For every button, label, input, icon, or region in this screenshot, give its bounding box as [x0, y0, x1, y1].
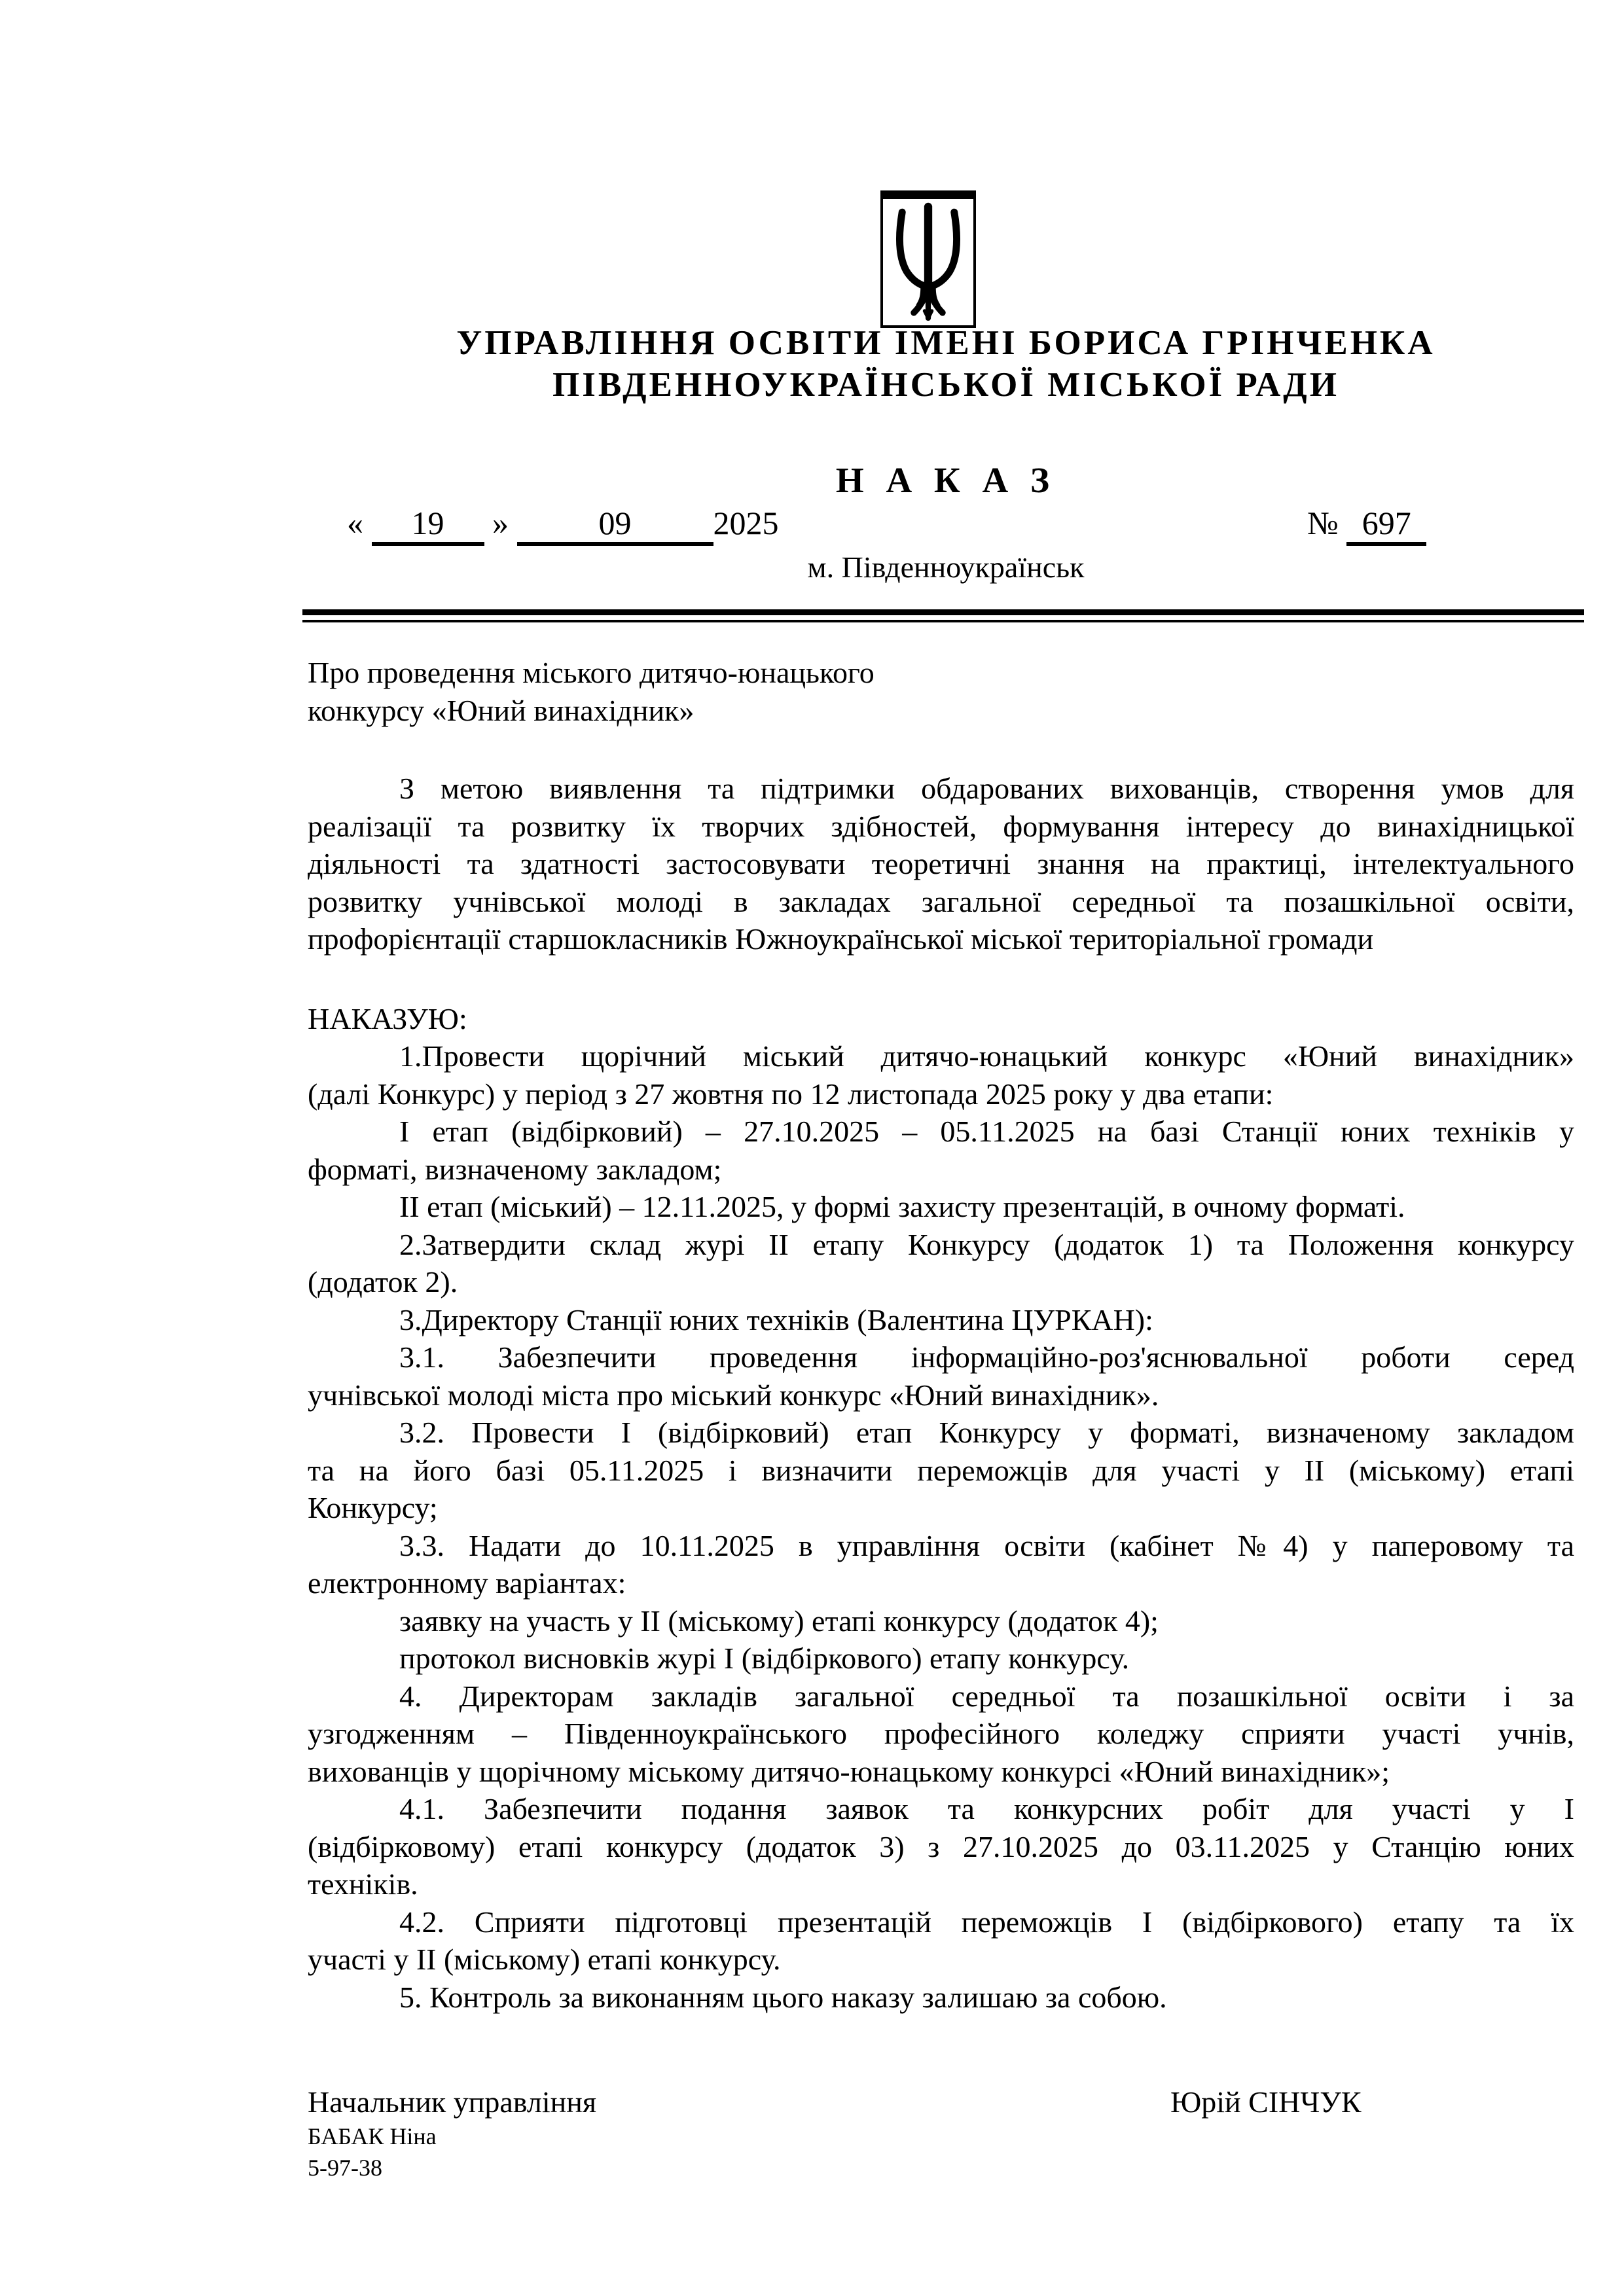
order-place: м. Південноукраїнськ: [807, 550, 1085, 584]
body-line: 3.1. Забезпечити проведення інформаційно-роз'яснювальної роботи серед: [399, 1340, 1574, 1374]
body-line: З метою виявлення та підтримки обдарованих вихованців, створення умов для: [399, 772, 1574, 805]
subject-line1: Про проведення міського дитячо-юнацького: [308, 656, 875, 689]
quote-close: »: [492, 505, 509, 541]
body-line: Конкурсу;: [308, 1491, 438, 1524]
body-line: розвитку учнівської молоді в закладах загальної середньої та позашкільної освіти,: [308, 884, 1574, 918]
body-line: заявку на участь у ІІ (міському) етапі конкурсу (додаток 4);: [399, 1604, 1159, 1638]
signature-row: [308, 2085, 1574, 2119]
body-line: техніків.: [308, 1867, 418, 1901]
signature-position: Начальник управління: [308, 2085, 597, 2119]
body-line: протокол висновків журі І (відбіркового) етапу конкурсу.: [399, 1641, 1130, 1675]
body-line: та на його базі 05.11.2025 і визначити переможців для участі у ІІ (міському) етапі: [308, 1453, 1574, 1487]
trident-icon: [883, 200, 973, 325]
date-month: 09: [517, 504, 713, 546]
emblem-top-bar: [880, 190, 976, 199]
body-line: форматі, визначеному закладом;: [308, 1152, 722, 1186]
body-line: (далі Конкурс) у період з 27 жовтня по 12 листопада 2025 року у два етапи:: [308, 1077, 1274, 1111]
executor-name: БАБАК Ніна: [308, 2123, 437, 2149]
separator-rule-thin: [302, 620, 1584, 622]
subject-line2: конкурсу «Юний винахідник»: [308, 693, 695, 727]
body-line: (додаток 2).: [308, 1265, 458, 1299]
body-line: 4.2. Сприяти підготовці презентацій переможців І (відбіркового) етапу та їх: [399, 1905, 1574, 1939]
body-line: 3.3. Надати до 10.11.2025 в управління освіти (кабінет №4) у паперовому та: [399, 1528, 1574, 1562]
executor-phone: 5-97-38: [308, 2155, 382, 2181]
body-line: ІІ етап (міський) – 12.11.2025, у формі захисту презентацій, в очному форматі.: [399, 1190, 1405, 1223]
order-title: Н А К А З: [835, 460, 1056, 500]
body-line: учнівської молоді міста про міський конкурс «Юний винахідник».: [308, 1378, 1159, 1412]
body-line: вихованців у щорічному міському дитячо-юнацькому конкурсі «Юний винахідник»;: [308, 1754, 1390, 1788]
ukraine-trident-emblem: [880, 190, 976, 328]
body-line-nakazuyu: НАКАЗУЮ:: [308, 1001, 467, 1035]
blank-line: [308, 958, 1574, 1000]
body-line: 5. Контроль за виконанням цього наказу залишаю за собою.: [399, 1980, 1167, 2014]
body-line: І етап (відбірковий) – 27.10.2025 – 05.11.2025 на базі Станції юних техніків у: [399, 1115, 1574, 1148]
organization-name-line1: УПРАВЛІННЯ ОСВІТИ ІМЕНІ БОРИСА ГРІНЧЕНКА: [456, 324, 1435, 362]
body-line: узгодженням – Південноукраїнського професійного коледжу сприяти участі учнів,: [308, 1717, 1574, 1750]
body-line: 4.1. Забезпечити подання заявок та конкурсних робіт для участі у І: [399, 1792, 1574, 1825]
body-line: 3.Директору Станції юних техніків (Валентина ЦУРКАН):: [399, 1302, 1153, 1336]
body-line: профорієнтації старшокласників Южноукраїнської міської територіальної громади: [308, 922, 1374, 956]
date-year: 2025: [713, 505, 779, 541]
order-number-label: №: [1307, 505, 1339, 541]
body-line: 3.2. Провести І (відбірковий) етап Конкурсу у форматі, визначеному закладом: [399, 1416, 1574, 1449]
organization-name: [308, 322, 1584, 406]
body-line: участі у ІІ (міському) етапі конкурсу.: [308, 1943, 781, 1976]
order-number-value: 697: [1346, 504, 1426, 546]
order-date: [347, 504, 779, 546]
separator-rule-thick: [302, 609, 1584, 615]
organization-name-line2: ПІВДЕННОУКРАЇНСЬКОЇ МІСЬКОЇ РАДИ: [552, 366, 1339, 404]
body-line: 2.Затвердити склад журі ІІ етапу Конкурсу (додаток 1) та Положення конкурсу: [399, 1227, 1574, 1261]
signature-name: Юрій СІНЧУК: [1170, 2085, 1362, 2119]
body-line: 1.Провести щорічний міський дитячо-юнацький конкурс «Юний винахідник»: [399, 1039, 1574, 1073]
date-day: 19: [372, 504, 484, 546]
body-line: електронному варіантах:: [308, 1566, 626, 1600]
body-line: (відбірковому) етапі конкурсу (додаток 3) з 27.10.2025 до 03.11.2025 у Станцію юних: [308, 1829, 1574, 1863]
order-body: [308, 770, 1574, 2016]
order-date-number-row: [308, 504, 1584, 550]
quote-open: «: [347, 505, 363, 541]
order-subject: [308, 654, 1574, 729]
body-line: діяльності та здатності застосовувати теоретичні знання на практиці, інтелектуального: [308, 847, 1574, 880]
body-line: реалізації та розвитку їх творчих здібностей, формування інтересу до винахідницької: [308, 809, 1574, 843]
order-number: [1307, 504, 1426, 546]
body-line: 4. Директорам закладів загальної середньої та позашкільної освіти і за: [399, 1679, 1574, 1713]
